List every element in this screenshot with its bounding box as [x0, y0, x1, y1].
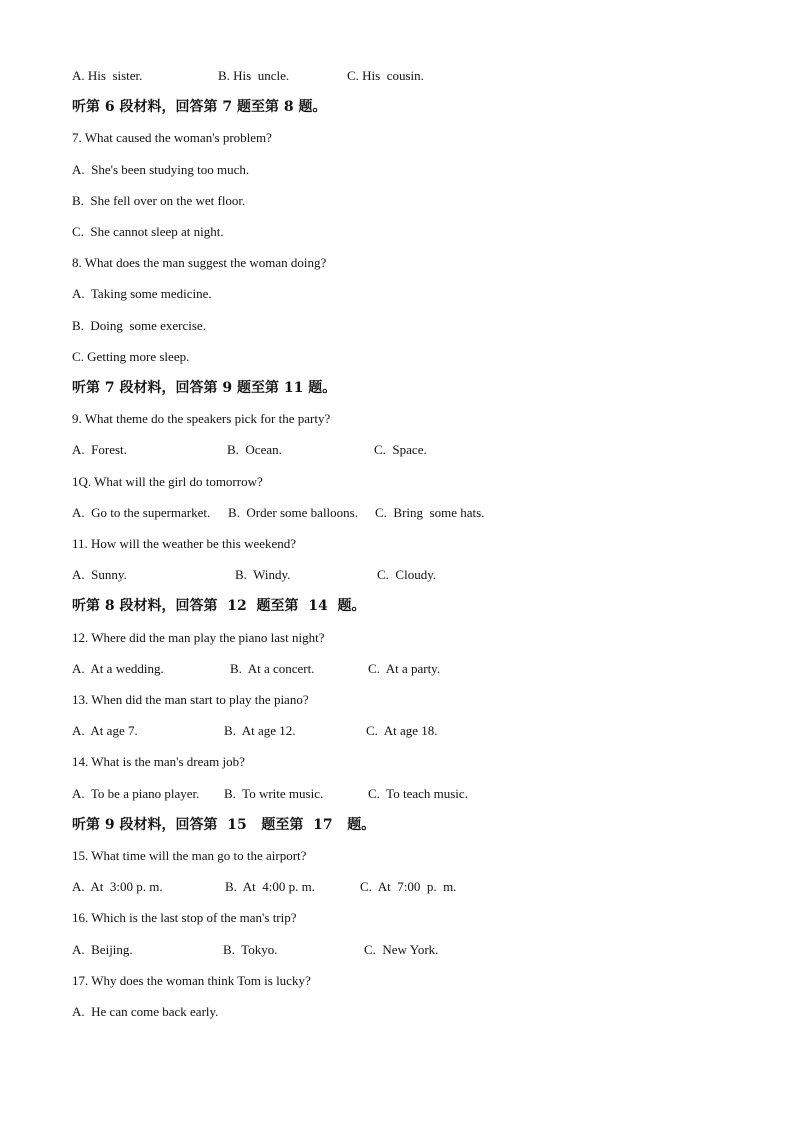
answer-options-row — [72, 942, 532, 958]
question-line: 12. Where did the man play the piano last night? — [72, 629, 325, 645]
answer-option: B. Ocean. — [227, 442, 282, 458]
answer-options-row — [72, 505, 532, 521]
answer-option: B. At age 12. — [224, 723, 296, 739]
question-line: A. She's been studying too much. — [72, 161, 250, 177]
answer-option: A. At a wedding. — [72, 660, 164, 676]
question-line: C. She cannot sleep at night. — [72, 224, 224, 239]
answer-option: A. Go to the supermarket. — [72, 504, 211, 520]
answer-option: C. His cousin. — [347, 68, 424, 83]
section-heading: 听第 9 段材料，回答第 15 题至第 17 题。 — [72, 816, 376, 833]
question-line: B. Doing some exercise. — [72, 317, 206, 333]
question-line: 13. When did the man start to play the piano? — [72, 692, 309, 707]
question-line: 14. What is the man's dream job? — [72, 754, 245, 770]
answer-options-row — [72, 879, 532, 895]
question-line: 1Q. What will the girl do tomorrow? — [72, 473, 263, 489]
answer-option: A. To be a piano player. — [72, 785, 200, 801]
answer-option: A. At 3:00 p. m. — [72, 879, 163, 895]
answer-options-row — [72, 442, 532, 458]
question-line: 16. Which is the last stop of the man's trip? — [72, 910, 297, 926]
question-line: 7. What caused the woman's problem? — [72, 130, 272, 146]
answer-option: C. Bring some hats. — [375, 504, 485, 520]
answer-options-row — [72, 786, 532, 802]
answer-option: A. At age 7. — [72, 723, 138, 739]
answer-option: A. Sunny. — [72, 567, 127, 583]
answer-option: C. At a party. — [368, 660, 441, 676]
answer-option: B. At a concert. — [230, 660, 315, 676]
section-heading: 听第 7 段材料，回答第 9 题至第 11 题。 — [72, 380, 337, 396]
answer-option: C. Space. — [374, 442, 427, 458]
answer-option: B. To write music. — [224, 785, 324, 801]
question-line: 11. How will the weather be this weekend? — [72, 536, 297, 551]
answer-option: B. At 4:00 p. m. — [225, 879, 315, 895]
question-line: A. He can come back early. — [72, 1004, 219, 1019]
answer-options-row — [72, 68, 532, 84]
answer-option: B. Order some balloons. — [228, 504, 358, 520]
answer-option: C. To teach music. — [368, 785, 468, 801]
question-line: B. She fell over on the wet floor. — [72, 192, 246, 208]
answer-option: C. At 7:00 p. m. — [360, 879, 457, 895]
question-line: 15. What time will the man go to the airport? — [72, 848, 307, 863]
answer-option: B. Tokyo. — [223, 941, 278, 957]
answer-options-row — [72, 567, 532, 583]
answer-options-row — [72, 723, 532, 739]
section-heading: 听第 6 段材料，回答第 7 题至第 8 题。 — [72, 99, 327, 116]
question-line: 8. What does the man suggest the woman doing? — [72, 255, 327, 271]
answer-option: A. Beijing. — [72, 941, 133, 957]
answer-option: C. At age 18. — [366, 723, 438, 739]
answer-option: A. Forest. — [72, 442, 127, 458]
answer-option: A. His sister. — [72, 68, 143, 83]
answer-option: B. His uncle. — [218, 68, 290, 83]
section-heading: 听第 8 段材料，回答第 12 题至第 14 题。 — [72, 598, 366, 615]
question-line: C. Getting more sleep. — [72, 348, 190, 364]
question-line: 17. Why does the woman think Tom is lucky? — [72, 972, 311, 988]
answer-option: C. Cloudy. — [377, 567, 437, 583]
answer-options-row — [72, 661, 532, 677]
answer-option: C. New York. — [364, 941, 439, 957]
question-line: A. Taking some medicine. — [72, 286, 212, 302]
answer-option: B. Windy. — [235, 567, 291, 583]
question-line: 9. What theme do the speakers pick for the party? — [72, 411, 331, 427]
